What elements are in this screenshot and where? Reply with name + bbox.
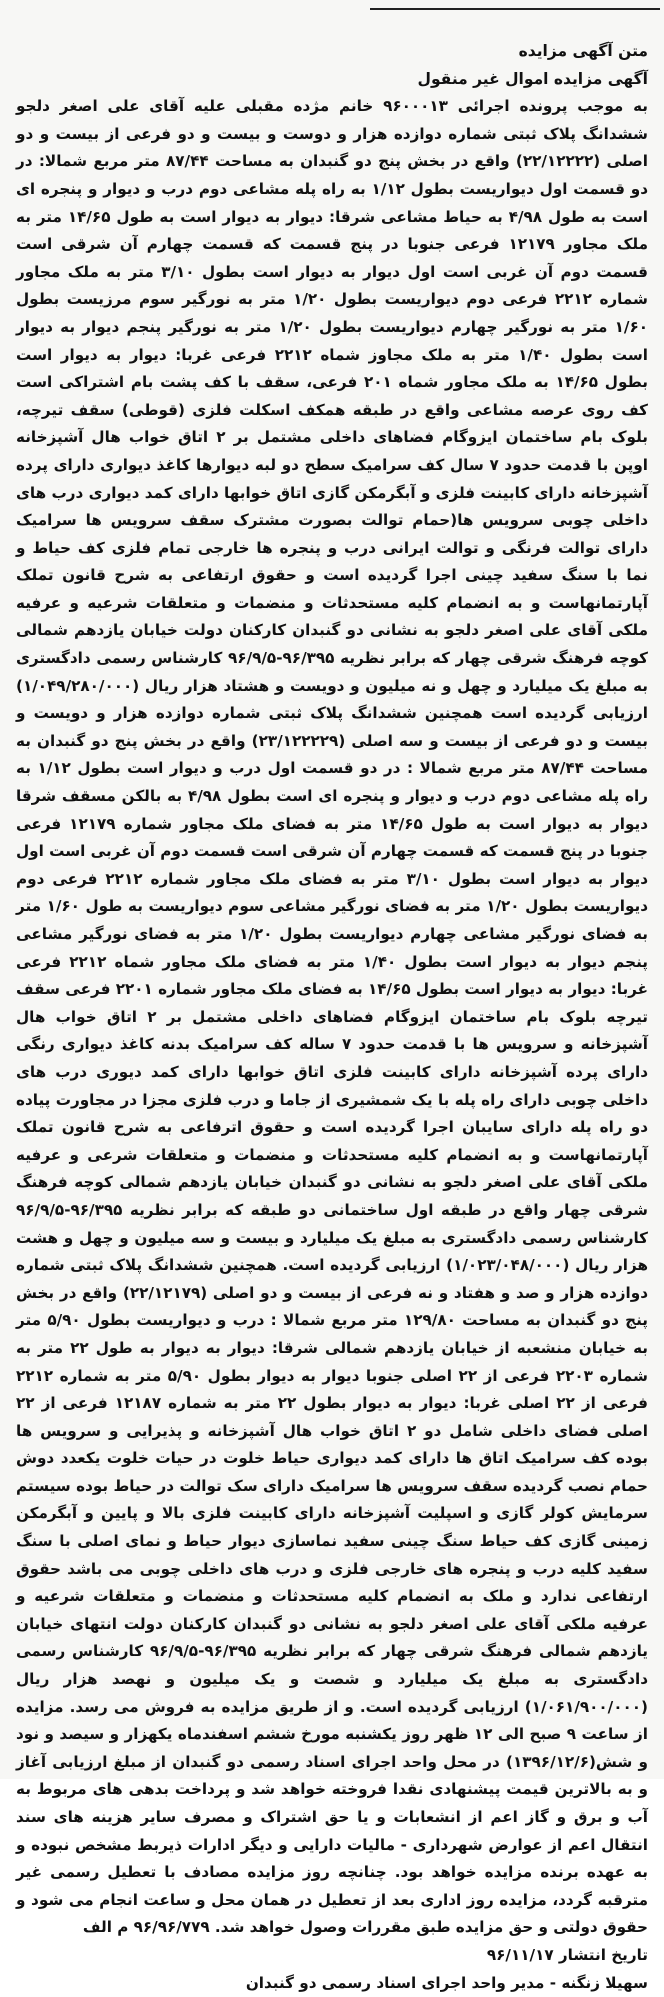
auction-notice-text-block bbox=[16, 38, 648, 1997]
publish-date: تاریخ انتشار ۹۶/۱۱/۱۷ bbox=[486, 1945, 648, 1964]
top-divider-line bbox=[370, 8, 660, 10]
notice-body: به موجب پرونده اجرائی ۹۶۰۰۰۱۳ خانم مژده مقبلی علیه آقای علی اصغر دلجو ششدانگ پلاک ثبتی شماره دوازده هزار و دوست و بیست و دو فرعی از بیست و دو اصلی (۲۲/۱۲۲۲۲) واقع در بخش پنج دو گنبدان به مساحت ۸۷/۴۴ متر مربع شمالا: در دو قسمت اول دیواریست بطول ۱/۱۲ به راه پله مشاعی دوم درب و دیوار و پنجره ای است به طول ۴/۹۸ به حیاط مشاعی شرقا: دیوار به دیوار است به طول ۱۴/۶۵ متر به ملک مجاور ۱۲۱۷۹ فرعی جنوبا در پنج قسمت که قسمت چهارم آن شرقی است قسمت دوم آن غربی است اول دیوار به دیوار است بطول ۳/۱۰ متر به ملک مجاور شماره ۲۲۱۲ فرعی دوم دیواریست بطول ۱/۲۰ متر به نورگیر سوم مرزیست بطول ۱/۶۰ متر به نورگیر چهارم دیواریست بطول ۱/۲۰ متر به نورگیر پنجم دیوار به دیوار است بطول ۱/۴۰ متر به ملک مجاوز شماه ۲۲۱۲ فرعی غربا: دیوار به دیوار است بطول ۱۴/۶۵ به ملک مجاور شماه ۲۰۱ فرعی، سقف با کف پشت بام اشتراکی است کف روی عرصه مشاعی واقع در طبقه همکف اسکلت فلزی (قوطی) سقف تیرچه، بلوک بام ساختمان ایزوگام فضاهای داخلی مشتمل بر ۲ اتاق خواب هال آشپزخانه اوپن با قدمت حدود ۷ سال کف سرامیک سطح دو لبه دیوارها کاغذ دیواری دارای پرده آشپزخانه دارای کابینت فلزی و آبگرمکن گازی اتاق خوابها دارای کمد دیواری درب های داخلی چوبی سرویس ها(حمام توالت بصورت مشترک سقف سرویس ها سرامیک دارای توالت فرنگی و توالت ایرانی درب و پنجره ها خارجی تمام فلزی کف حیاط و نما با سنگ سفید چینی اجرا گردیده است و حقوق ارتفاعی به شرح قانون تملک آپارتمانهاست و به انضمام کلیه مستحدثات و منضمات و متعلقات شرعیه و عرفیه ملکی آقای علی اصغر دلجو به نشانی دو گنبدان کارکنان دولت خیابان یازدهم شمالی کوچه فرهنگ شرقی چهار که برابر نظریه ۹۶/۳۹۵-۹۶/۹/۵ کارشناس رسمی دادگستری به مبلغ یک میلیارد و چهل و نه میلیون و دویست و هشتاد هزار ریال (۱/۰۴۹/۲۸۰/۰۰۰) ارزیابی گردیده است همچنین ششدانگ پلاک ثبتی شماره دوازده هزار و دویست و بیست و دو فرعی از بیست و سه اصلی (۲۳/۱۲۲۲۲۹) واقع در بخش پنج دو گنبدان به مساحت ۸۷/۴۴ متر مربع شمالا : در دو قسمت اول درب و دیوار است بطول ۱/۱۲ به راه پله مشاعی دوم درب و دیوار و پنجره ای است بطول ۴/۹۸ به بالکن مسقف شرقا دیوار به دیوار است به طول ۱۴/۶۵ متر به فضای ملک مجاور شماره ۱۲۱۷۹ فرعی جنوبا در پنج قسمت که قسمت چهارم آن شرقی است قسمت دوم آن غربی است اول دیوار به دیوار است بطول ۳/۱۰ متر به فضای ملک مجاور شماره ۲۲۱۲ فرعی دوم دیواریست بطول ۱/۲۰ متر به فضای نورگیر مشاعی سوم دیواریست به طول ۱/۶۰ متر به فضای نورگیر مشاعی چهارم دیواریست بطول ۱/۲۰ متر به فضای نورگیر مشاعی پنجم دیوار به دیوار است بطول ۱/۴۰ متر به فضای ملک مجاور شماه ۲۲۱۲ فرعی غربا: دیوار به دیوار است بطول ۱۴/۶۵ به فضای ملک مجاور شماره ۲۲۰۱ فرعی سقف تیرچه بلوک بام ساختمان ایزوگام فضاهای داخلی مشتمل بر ۲ اتاق خواب هال آشپزخانه و سرویس ها با قدمت حدود ۷ ساله کف سرامیک بدنه کاغذ دیواری رنگی دارای پرده آشپزخانه دارای کابینت فلزی اتاق خوابها دارای کمد دیوری درب های داخلی چوبی دارای راه پله با یک شمشیری از جاما و درب فلزی مجزا در مجاورت پیاده دو راه پله دارای سایبان اجرا گردیده است و حقوق اترفاعی به شرح قانون تملک آپارتمانهاست و به انضمام کلیه مستحدثات و منضمات و متعلقات شرعی و عرفیه ملکی آقای علی اصغر دلجو به نشانی دو گنبدان خیابان یازدهم شمالی کوچه فرهنگ شرقی چهار واقع در طبقه اول ساختمانی دو طبقه که برابر نظریه ۹۶/۳۹۵-۹۶/۹/۵ کارشناس رسمی دادگستری به مبلغ یک میلیارد و بیست و سه میلیون و چهل و هشت هزار ریال (۱/۰۲۳/۰۴۸/۰۰۰) ارزیابی گردیده است. همچنین ششدانگ پلاک ثبتی شماره دوازده هزار و صد و هفتاد و نه فرعی از بیست و دو اصلی (۲۲/۱۲۱۷۹) واقع در بخش پنج دو گنبدان به مساحت ۱۲۹/۸۰ متر مربع شمالا : درب و دیواریست بطول ۵/۹۰ متر به خیابان منشعبه از خیابان یازدهم شمالی شرقا: دیوار به دیوار به طول ۲۲ متر به شماره ۲۲۰۳ فرعی از ۲۲ اصلی جنوبا دیوار به دیوار بطول ۵/۹۰ متر به شماره ۲۲۱۲ فرعی از ۲۲ اصلی غربا: دیوار به دیوار بطول ۲۲ متر به شماره ۱۲۱۸۷ فرعی از ۲۲ اصلی فضای داخلی شامل دو ۲ اتاق خواب هال آشپزخانه و پذیرایی و سرویس ها بوده کف سرامیک اتاق ها دارای کمد دیواری حیاط خلوت در حیات خلوت یکعدد دوش حمام نصب گردیده سقف سرویس ها سرامیک دارای سک توالت در حیاط بوده سیستم سرمایش کولر گازی و اسپلیت آشپزخانه دارای کابینت فلزی بالا و پایین و آبگرمکن زمینی گازی کف حیاط سنگ چینی سفید نماسازی دیوار حیاط و نمای اصلی با سنگ سفید کلیه درب و پنجره های خارجی فلزی و درب های داخلی چوبی می باشد حقوق ارتفاعی ندارد و ملک به انضمام کلیه مستحدثات و منضمات و متعلقات شرعیه و عرفیه ملکی آقای علی اصغر دلجو به نشانی دو گنبدان کارکنان دولت انتهای خیابان یازدهم شمالی فرهنگ شرقی چهار که برابر نظریه ۹۶/۳۹۵-۹۶/۹/۵ کارشناس رسمی دادگستری به مبلغ یک میلیارد و شصت و یک میلیون و نهصد هزار ریال (۱/۰۶۱/۹۰۰/۰۰۰) ارزیابی گردیده است. و از طریق مزایده به فروش می رسد. مزایده از ساعت ۹ صبح الی ۱۲ ظهر روز یکشنبه مورخ ششم اسفندماه یکهزار و سیصد و نود و شش(۱۳۹۶/۱۲/۶) در محل واحد اجرای اسناد رسمی دو گنبدان از مبلغ ارزیابی آغاز و به بالاترین قیمت پیشنهادی نقدا فروخته خواهد شد و پرداخت بدهی های مربوط به آب و برق و گاز اعم از انشعابات و یا حق اشتراک و مصرف سایر هزینه های سند انتقال اعم از عوارض شهرداری - مالیات دارایی و دیگر ادارات ذیربط مشخص نبوده و به عهده برنده مزایده خواهد بود. چنانچه روز مزایده مصادف با تعطیل رسمی غیر مترقبه گردد، مزایده روز اداری بعد از تعطیل در همان محل و ساعت انجام می شود و حقوق دولتی و حق مزایده طبق مقررات وصول خواهد شد. ۹۶/۹۶/۷۷۹ م الف bbox=[16, 97, 649, 1937]
notice-header: متن آگهی مزایده bbox=[518, 42, 648, 60]
signature-line: سهیلا زنگنه - مدیر واحد اجرای اسناد رسمی دو گنبدان bbox=[245, 1973, 648, 1992]
notice-title: آگهی مزایده اموال غیر منقول bbox=[417, 69, 648, 88]
